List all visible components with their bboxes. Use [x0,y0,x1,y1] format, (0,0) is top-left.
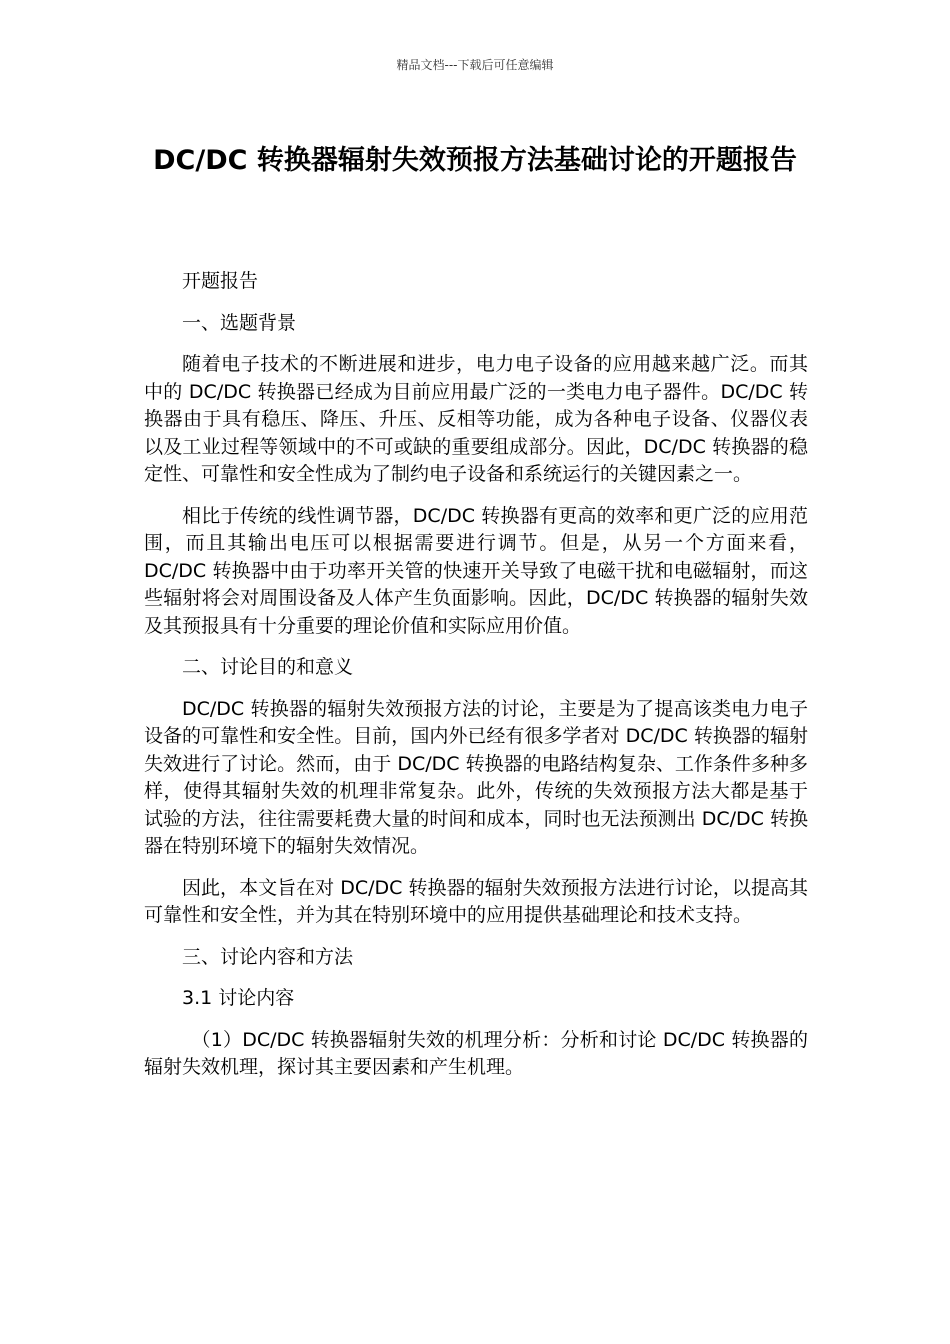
document-title: DC/DC 转换器辐射失效预报方法基础讨论的开题报告 [153,145,797,176]
subsection-heading-content: 3.1 讨论内容 [182,987,295,1009]
section-heading-background: 一、选题背景 [182,311,297,334]
paragraph-background-2: 相比于传统的线性调节器，DC/DC 转换器有更高的效率和更广泛的应用范围，而且其输出电压可以根据需要进行调节。但是，从另一个方面来看，DC/DC 转换器中由于功率开关管的快速开关导致了电磁干扰和电磁辐射，而这些辐射将会对周围设备及人体产生负面影响。因此，DC/DC 转换器的辐射失效及其预报具有十分重要的理论价值和实际应用价值。 [144,504,808,637]
paragraph-background-1: 随着电子技术的不断进展和进步，电力电子设备的应用越来越广泛。而其中的 DC/DC 转换器已经成为目前应用最广泛的一类电力电子器件。DC/DC 转换器由于具有稳压、降压、升压、反相等功能，成为各种电子设备、仪器仪表以及工业过程等领域中的不可或缺的重要组成部分。因此，DC/DC 转换器的稳定性、可靠性和安全性成为了制约电子设备和系统运行的关键因素之一。 [144,353,808,485]
section-heading-content-methods: 三、讨论内容和方法 [182,945,354,968]
paragraph-purpose-2: 因此，本文旨在对 DC/DC 转换器的辐射失效预报方法进行讨论，以提高其可靠性和安全性，并为其在特别环境中的应用提供基础理论和技术支持。 [144,876,808,926]
report-label: 开题报告 [182,270,259,292]
section-heading-purpose: 二、讨论目的和意义 [182,656,354,678]
document-body [144,268,808,1096]
header-note: 精品文档---下载后可任意编辑 [396,58,554,72]
paragraph-purpose-1: DC/DC 转换器的辐射失效预报方法的讨论，主要是为了提高该类电力电子设备的可靠性和安全性。目前，国内外已经有很多学者对 DC/DC 转换器的辐射失效进行了讨论。然而，由于 DC/DC 转换器的电路结构复杂、工作条件多种多样，使得其辐射失效的机理非常复杂。此外，传统的失效预报方法大都是基于试验的方法，往往需要耗费大量的时间和成本，同时也无法预测出 DC/DC 转换器在特别环境下的辐射失效情况。 [144,697,808,857]
list-item-mechanism-analysis: （1）DC/DC 转换器辐射失效的机理分析：分析和讨论 DC/DC 转换器的辐射失效机理，探讨其主要因素和产生机理。 [144,1028,808,1078]
